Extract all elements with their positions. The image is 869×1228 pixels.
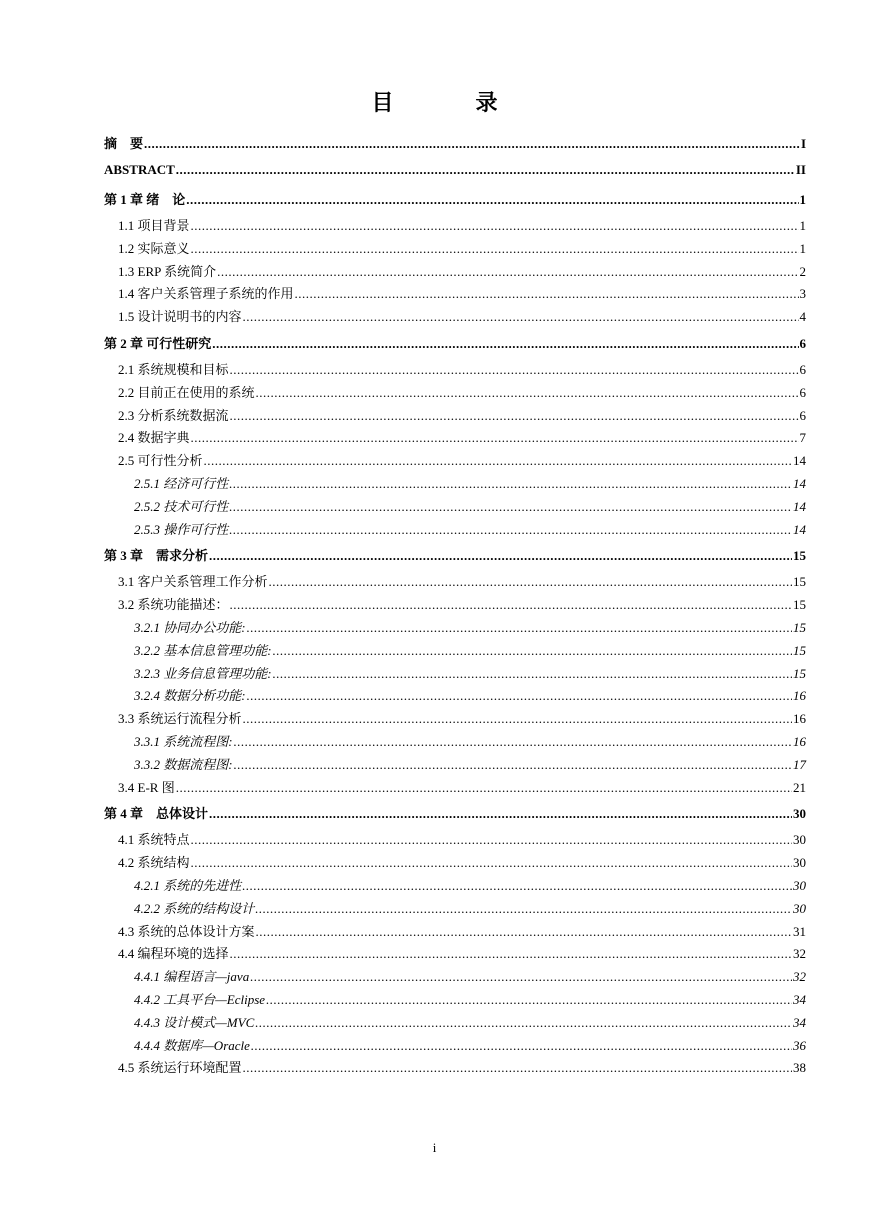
toc-entry[interactable] (104, 663, 806, 686)
toc-entry-label: 4.4 编程环境的选择 (118, 946, 229, 962)
toc-entry-page: 6 (799, 335, 806, 351)
toc-leader-dots (186, 185, 798, 215)
toc-leader-dots (255, 898, 792, 921)
toc-entry-page: 30 (793, 806, 806, 822)
toc-leader-dots (243, 1057, 792, 1080)
toc-entry-label: 4.4.4 数据库—Oracle (134, 1037, 250, 1053)
toc-entry-page: II (795, 162, 806, 177)
toc-entry[interactable] (104, 450, 806, 473)
toc-leader-dots (243, 306, 799, 329)
toc-leader-dots (256, 921, 792, 944)
toc-leader-dots (191, 238, 799, 261)
toc-entry-label: 2.5 可行性分析 (118, 453, 203, 469)
toc-leader-dots (209, 799, 792, 829)
toc-entry-page: 6 (799, 384, 806, 400)
toc-entry-label: ABSTRACT (104, 162, 175, 177)
toc-entry-label: 1.5 设计说明书的内容 (118, 309, 242, 325)
toc-entry-label: 第 1 章 绪 论 (104, 192, 186, 207)
toc-entry[interactable] (104, 571, 806, 594)
toc-entry-label: 4.5 系统运行环境配置 (118, 1060, 242, 1076)
toc-entry[interactable] (104, 473, 806, 496)
toc-entry-label: 3.2.1 协同办公功能: (134, 619, 246, 635)
toc-entry-label: 4.1 系统特点 (118, 832, 190, 848)
toc-leader-dots (247, 685, 792, 708)
toc-leader-dots (273, 640, 792, 663)
toc-entry-page: 7 (799, 430, 806, 446)
toc-entry-label: 4.2.1 系统的先进性 (134, 877, 242, 893)
toc-entry-page: 30 (793, 832, 806, 848)
toc-entry-label: 2.5.3 操作可行性 (134, 521, 229, 537)
toc-entry-page: 30 (793, 877, 806, 893)
toc-entry[interactable] (104, 359, 806, 382)
toc-leader-dots (269, 571, 792, 594)
toc-entry[interactable] (104, 519, 806, 542)
toc-entry[interactable] (104, 541, 806, 571)
toc-entry-label: 3.2 系统功能描述： (118, 597, 229, 613)
toc-entry[interactable] (104, 594, 806, 617)
toc-entry[interactable] (104, 1057, 806, 1080)
toc-entry-label: 第 2 章 可行性研究 (104, 335, 212, 351)
toc-entry[interactable] (104, 133, 806, 155)
toc-entry-label: 4.2.2 系统的结构设计 (134, 900, 255, 916)
toc-entry[interactable] (104, 799, 806, 829)
toc-entry[interactable] (104, 215, 806, 238)
toc-leader-dots (191, 427, 799, 450)
toc-entry-page: 15 (793, 548, 806, 564)
toc-leader-dots (191, 829, 792, 852)
toc-entry[interactable] (104, 238, 806, 261)
toc-entry-label: 3.3 系统运行流程分析 (118, 711, 242, 727)
toc-leader-dots (234, 754, 792, 777)
toc-entry-label: 3.2.3 业务信息管理功能: (134, 665, 272, 681)
toc-entry-page: 1 (799, 192, 806, 207)
toc-entry-page: I (800, 136, 806, 151)
toc-leader-dots (230, 359, 799, 382)
toc-entry-page: 36 (793, 1037, 806, 1053)
toc-entry[interactable] (104, 496, 806, 519)
toc-entry-label: 1.3 ERP 系统简介 (118, 263, 217, 279)
toc-leader-dots (217, 261, 798, 284)
toc-entry-label: 4.2 系统结构 (118, 855, 190, 871)
toc-entry-page: 6 (799, 407, 806, 423)
toc-entry-label: 第 3 章 需求分析 (104, 548, 209, 564)
page-title: 目 录 (371, 91, 528, 116)
toc-entry[interactable] (104, 829, 806, 852)
toc-entry-label: 第 4 章 总体设计 (104, 806, 209, 822)
toc-entry-label: 2.5.1 经济可行性 (134, 475, 229, 491)
toc-entry-label: 2.1 系统规模和目标 (118, 361, 229, 377)
toc-leader-dots (212, 329, 798, 359)
toc-entry-page: 14 (793, 521, 806, 537)
toc-entry-page: 21 (793, 779, 806, 795)
toc-leader-dots (229, 496, 792, 519)
toc-leader-dots (243, 708, 792, 731)
toc-leader-dots (229, 519, 792, 542)
toc-entry[interactable] (104, 382, 806, 405)
toc-entry[interactable] (104, 283, 806, 306)
toc-leader-dots (191, 852, 792, 875)
toc-entry-label: 4.4.3 设计模式—MVC (134, 1014, 255, 1030)
toc-entry-label: 3.2.2 基本信息管理功能: (134, 642, 272, 658)
toc-entry[interactable] (104, 427, 806, 450)
toc-entry[interactable] (104, 306, 806, 329)
toc-leader-dots (251, 1035, 792, 1058)
toc-entry-page: 15 (793, 574, 806, 590)
toc-entry-label: 3.3.1 系统流程图: (134, 733, 233, 749)
toc-leader-dots (230, 943, 792, 966)
toc-entry-label: 1.2 实际意义 (118, 240, 190, 256)
toc-leader-dots (247, 617, 792, 640)
toc-entry[interactable] (104, 640, 806, 663)
toc-entry-label: 摘 要 (104, 136, 144, 151)
toc-entry[interactable] (104, 617, 806, 640)
toc-entry-label: 4.4.2 工具平台—Eclipse (134, 991, 266, 1007)
toc-entry[interactable] (104, 754, 806, 777)
toc-entry-label: 2.2 目前正在使用的系统 (118, 384, 255, 400)
toc-leader-dots (144, 133, 800, 155)
toc-entry-label: 4.3 系统的总体设计方案 (118, 923, 255, 939)
toc-leader-dots (204, 450, 792, 473)
toc-entry[interactable] (104, 852, 806, 875)
toc-entry-label: 2.3 分析系统数据流 (118, 407, 229, 423)
toc-entry[interactable] (104, 921, 806, 944)
toc-leader-dots (266, 989, 792, 1012)
toc-leader-dots (191, 215, 799, 238)
toc-entry-page: 15 (793, 665, 806, 681)
toc-entry-page: 38 (793, 1060, 806, 1076)
toc-leader-dots (176, 777, 792, 800)
toc-entry[interactable] (104, 185, 806, 215)
toc-entry-page: 2 (799, 263, 806, 279)
toc-leader-dots (209, 541, 792, 571)
toc-entry[interactable] (104, 943, 806, 966)
toc-entry-label: 1.1 项目背景 (118, 218, 190, 233)
page-number: i (432, 1140, 437, 1155)
toc-entry-page: 34 (793, 991, 806, 1007)
toc-entry-label: 2.4 数据字典 (118, 430, 190, 446)
toc-entry-page: 16 (793, 711, 806, 727)
toc-entry-page: 15 (793, 597, 806, 613)
toc-entry[interactable] (104, 1035, 806, 1058)
toc-entry[interactable] (104, 875, 806, 898)
toc-entry[interactable] (104, 898, 806, 921)
toc-entry[interactable] (104, 329, 806, 359)
toc-entry-label: 3.3.2 数据流程图: (134, 756, 233, 772)
toc-leader-dots (250, 966, 792, 989)
toc-entry-label: 3.1 客户关系管理工作分析 (118, 574, 268, 590)
toc-entry[interactable] (104, 731, 806, 754)
toc-entry-label: 3.4 E-R 图 (118, 779, 175, 795)
toc-entry-page: 4 (799, 309, 806, 325)
toc-entry[interactable] (104, 261, 806, 284)
toc-entry-page: 15 (793, 619, 806, 635)
toc-entry-page: 31 (793, 923, 806, 939)
toc-entry-page: 14 (793, 453, 806, 469)
toc-entry-page: 30 (793, 855, 806, 871)
toc-leader-dots (176, 155, 795, 185)
toc-entry[interactable] (104, 777, 806, 800)
toc-leader-dots (234, 731, 792, 754)
toc-leader-dots (255, 1012, 792, 1035)
toc-entry[interactable] (104, 966, 806, 989)
toc-entry-page: 1 (799, 218, 806, 233)
toc-entry-page: 1 (799, 240, 806, 256)
toc-entry[interactable] (104, 685, 806, 708)
toc-entry-page: 17 (793, 756, 806, 772)
toc-entry-label: 2.5.2 技术可行性 (134, 498, 229, 514)
toc-entry-label: 4.4.1 编程语言—java (134, 969, 250, 985)
toc-entry-page: 30 (793, 900, 806, 916)
toc-leader-dots (230, 405, 799, 428)
toc-leader-dots (273, 663, 792, 686)
toc-entry-label: 3.2.4 数据分析功能: (134, 688, 246, 704)
toc-entry-page: 3 (799, 286, 806, 302)
toc-entry[interactable] (104, 155, 806, 185)
toc-entry[interactable] (104, 1012, 806, 1035)
toc-entry-page: 14 (793, 498, 806, 514)
toc-entry-label: 1.4 客户关系管理子系统的作用 (118, 286, 294, 302)
toc-entry-page: 32 (793, 946, 806, 962)
toc-entry-page: 34 (793, 1014, 806, 1030)
toc-entry-page: 32 (793, 969, 806, 985)
toc-leader-dots (242, 875, 792, 898)
toc-entry-page: 16 (793, 733, 806, 749)
toc-entry[interactable] (104, 708, 806, 731)
toc-entry-page: 15 (793, 642, 806, 658)
toc-entry[interactable] (104, 405, 806, 428)
toc-leader-dots (229, 473, 792, 496)
toc-leader-dots (256, 382, 799, 405)
toc-entry-page: 6 (799, 361, 806, 377)
toc-entry[interactable] (104, 989, 806, 1012)
toc-entry-page: 14 (793, 475, 806, 491)
toc-leader-dots (230, 594, 792, 617)
toc-leader-dots (295, 283, 799, 306)
table-of-contents (104, 133, 806, 1080)
toc-entry-page: 16 (793, 688, 806, 704)
